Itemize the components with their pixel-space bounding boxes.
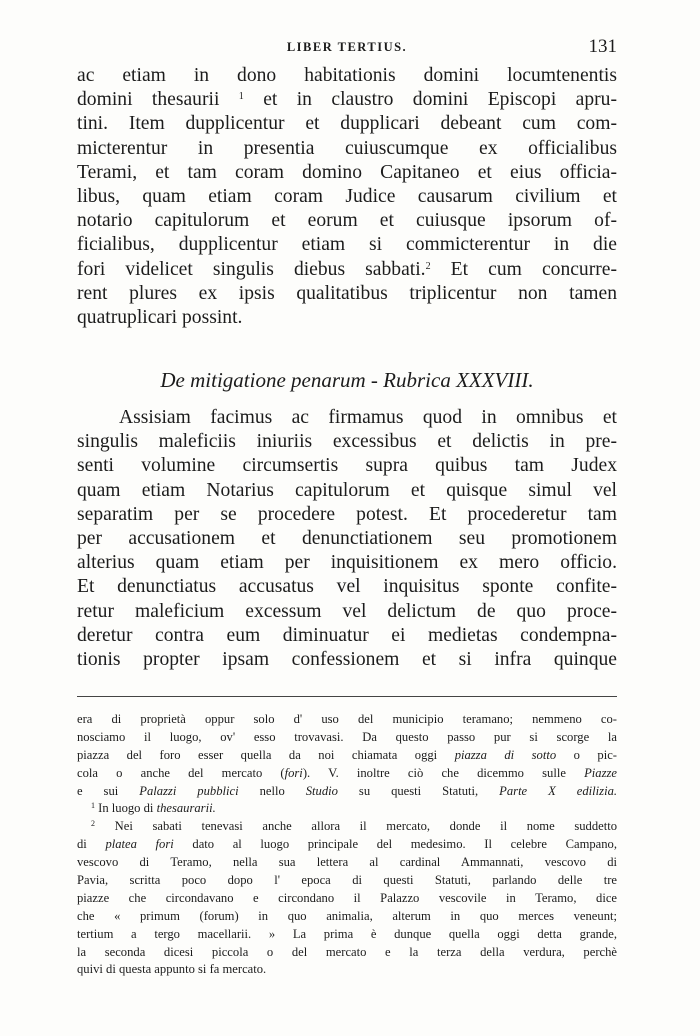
footnotes <box>77 711 617 979</box>
text-line: libus, quam etiam coram Judice causarum civilium et <box>77 185 617 207</box>
note-line: tertium a tergo macellarii. » La prima è dunque quella oggi detta grande, <box>77 926 617 941</box>
text-line: notario capitulorum et eorum et cuiusque ipsorum of- <box>77 210 617 232</box>
note-line: Pavia, scritta poco dopo l' epoca di questi Statuti, parlando delle tre <box>77 873 617 888</box>
page-number: 131 <box>588 36 617 57</box>
text-line: ficialibus, dupplicentur etiam si commicterentur in die <box>77 234 617 256</box>
text-line: Et denunctiatus accusatus vel inquisitus sponte confite- <box>77 576 617 598</box>
note-line: vescovo di Teramo, nella sua lettera al cardinal Ammannati, vescovo di <box>77 855 617 870</box>
footnote-ref: 2 <box>425 260 431 272</box>
text-line: ac etiam in dono habitationis domini locumtenentis <box>77 65 617 86</box>
running-title: LIBER TERTIUS. <box>286 40 408 54</box>
text-line: retur maleficium excessum vel delictum de quo proce- <box>77 600 617 622</box>
text-line: deretur contra eum diminuatur ei medietas condempna- <box>77 624 617 646</box>
text-line: fori videlicet singulis diebus sabbati.$^2$ Et cum concurre- <box>77 258 618 280</box>
body-paragraph-1 <box>77 64 617 330</box>
footnote-2: $^2$ Nei sabati tenevasi anche allora il mercato, donde il nome suddetto <box>91 819 617 834</box>
note-line: piazze che circondavano e circondano il Palazzo vescovile in Teramo, dice <box>77 890 617 905</box>
text-line: senti volumine circumsertis supra quibus tam Judex <box>77 455 617 477</box>
section-heading: De mitigatione penarum - Rubrica XXXVIII. <box>160 368 534 392</box>
note-line: cola o anche del mercato (fori). V. inoltre ciò che dicemmo sulle Piazze <box>77 765 617 780</box>
text-line: quatruplicari possint. <box>77 306 243 328</box>
note-line: e sui Palazzi pubblici nello Studio su questi Statuti, Parte X edilizia. <box>77 783 618 798</box>
text-line: quam etiam Notarius capitulorum et quisque simul vel <box>77 479 617 501</box>
text-line: micterentur in presentia cuiuscumque ex officialibus <box>77 137 617 159</box>
text-line: tini. Item dupplicentur et dupplicari debeant cum com- <box>77 113 617 135</box>
note-line: la seconda dicesi piccola o del mercato e la terza della verdura, perchè <box>77 944 617 959</box>
note-line: nosciamo il luogo, ov' esso trovavasi. Da questo passo pur si scorge la <box>77 729 617 744</box>
text-line: alterius quam etiam per inquisitionem ex mero officio. <box>77 552 617 574</box>
note-line: che « primum (forum) in quo animalia, alterum in quo merces veneunt; <box>77 908 617 923</box>
text-line: Terami, et tam coram domino Capitaneo et eius officia- <box>77 161 617 183</box>
text-line: tionis propter ipsam confessionem et si infra quinque <box>77 648 617 670</box>
note-line: quivi di questa appunto si fa mercato. <box>77 962 267 977</box>
note-line: di platea fori dato al luogo principale del medesimo. Il celebre Campano, <box>77 837 618 852</box>
note-line: piazza del foro esser quella da noi chiamata oggi piazza di sotto o pic- <box>77 747 618 762</box>
footnote-divider <box>77 696 617 697</box>
note-line: era di proprietà oppur solo d' uso del municipio teramano; nemmeno co- <box>77 712 617 726</box>
text-line: separatim per se procedere potest. Et procederetur tam <box>77 503 617 525</box>
footnote-ref: 1 <box>238 91 244 103</box>
text-line: Assisiam facimus ac firmamus quod in omnibus et <box>119 407 617 428</box>
footnote-1: $^1$ In luogo di thesaurarii. <box>91 801 216 816</box>
text-line: per accusationem et denunctiationem seu promotionem <box>77 527 617 549</box>
page-header <box>77 36 617 60</box>
text-line: domini thesaurii $^1$ et in claustro domini Episcopi apru- <box>77 89 618 111</box>
text-line: singulis maleficiis iniuriis excessibus et delictis in pre- <box>77 431 617 453</box>
body-paragraph-2 <box>77 406 617 672</box>
text-line: rent plures ex ipsis qualitatibus triplicentur non tamen <box>77 282 617 304</box>
